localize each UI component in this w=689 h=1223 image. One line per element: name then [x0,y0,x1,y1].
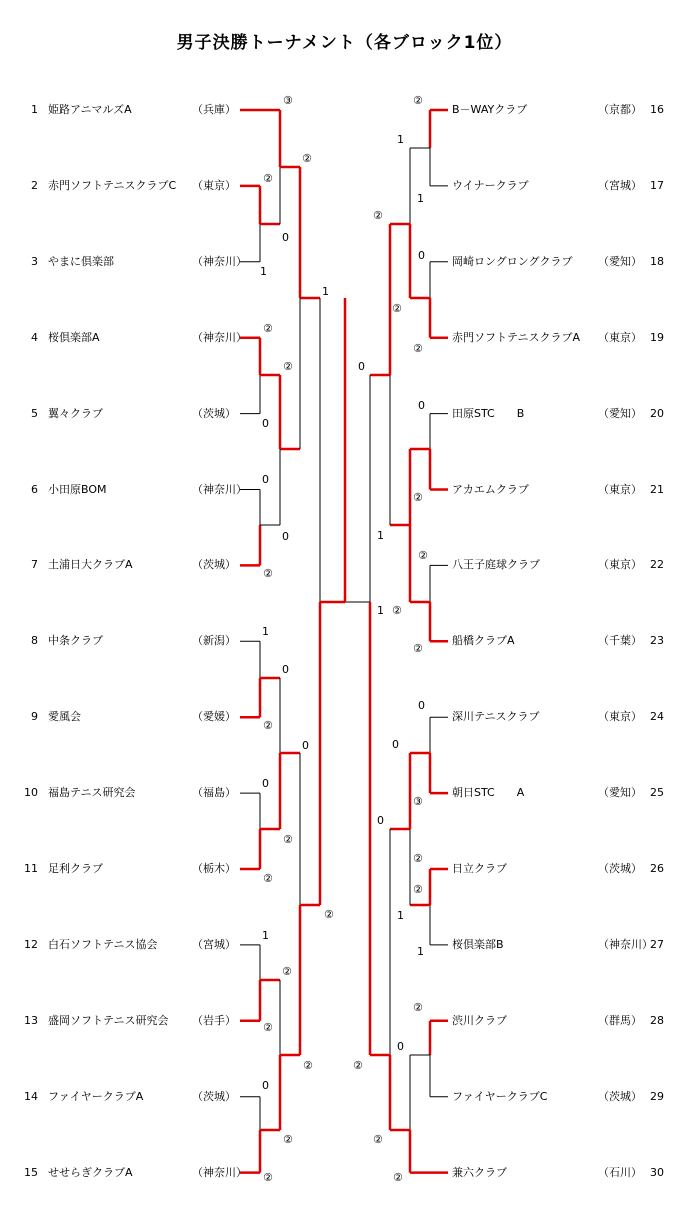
team-number: 19 [650,330,664,344]
score: 1 [417,192,424,205]
score: 0 [282,231,289,244]
score: 1 [262,625,269,638]
team-prefecture: （兵庫） [192,103,236,116]
team-number: 7 [31,558,38,572]
team-number: 4 [31,330,38,344]
team-number: 12 [24,937,38,951]
team-number: 22 [650,558,664,572]
score: ② [392,302,402,315]
team-number: 10 [24,786,38,800]
team-name: 赤門ソフトテニスクラブC [48,178,177,192]
team-prefecture: （東京） [598,710,642,724]
score: ② [302,152,312,165]
score: ② [392,604,402,617]
score: ③ [283,94,293,107]
team-number: 26 [650,862,664,875]
team-name: B－WAYクラブ [452,103,528,116]
score: 0 [397,1040,404,1053]
team-prefecture: （愛媛） [192,710,236,724]
score: ② [263,1171,273,1184]
team-name: 白石ソフトテニス協会 [48,937,158,951]
team-number: 11 [24,862,38,875]
score: ② [413,642,423,655]
score: 1 [377,604,384,617]
score: 0 [418,699,425,712]
team-name: 朝日STC A [452,786,525,800]
team-prefecture: （新潟） [192,634,236,648]
score: ② [283,833,293,846]
team-prefecture: （東京） [598,558,642,572]
team-name: 福島テニス研究会 [48,786,136,800]
score: ② [283,360,293,373]
team-prefecture: （愛知） [598,406,642,420]
score: ② [263,567,273,580]
score: ② [263,322,273,335]
team-name: 船橋クラブA [452,634,515,648]
score: ② [282,965,292,978]
team-prefecture: （福島） [192,786,236,800]
team-prefecture: （茨城） [598,862,642,875]
team-name: 小田原BOM [48,482,107,496]
score: ② [373,209,383,222]
team-prefecture: （東京） [598,330,642,344]
team-prefecture: （茨城） [192,406,236,420]
team-name: 桜倶楽部A [48,330,100,344]
score: ② [263,872,273,885]
team-prefecture: （千葉） [598,634,642,648]
team-number: 5 [31,406,38,420]
team-prefecture: （愛知） [598,786,642,800]
score: 0 [377,814,384,827]
team-number: 29 [650,1089,664,1103]
team-name: 姫路アニマルズA [48,103,132,116]
team-number: 3 [31,254,38,268]
score: ② [413,883,423,896]
team-number: 15 [24,1165,38,1179]
score: 0 [262,417,269,430]
score: ② [418,549,428,562]
team-prefecture: （東京） [192,178,236,192]
team-number: 2 [31,178,38,192]
score: ② [324,908,334,921]
team-name: ファイヤークラブC [452,1089,548,1103]
team-number: 20 [650,406,664,420]
score: 1 [397,909,404,922]
team-number: 16 [650,103,664,116]
team-prefecture: （神奈川） [192,254,247,268]
score: 1 [417,945,424,958]
team-name: 渋川クラブ [452,1013,507,1027]
team-prefecture: （東京） [598,482,642,496]
team-name: 田原STC B [452,406,525,420]
score: 0 [262,777,269,790]
score: 1 [397,133,404,146]
team-name: 盛岡ソフトテニス研究会 [48,1013,169,1027]
team-name: 愛風会 [48,710,81,724]
team-prefecture: （栃木） [192,862,236,875]
page-title: 男子決勝トーナメント（各ブロック1位） [176,33,513,53]
score: 1 [260,265,267,278]
score: ② [413,94,423,107]
team-prefecture: （茨城） [192,1089,236,1103]
team-number: 17 [650,178,664,192]
team-number: 14 [24,1089,38,1103]
score: 0 [282,530,289,543]
team-prefecture: （岩手） [192,1013,236,1027]
score: ② [353,1059,363,1072]
team-number: 18 [650,254,664,268]
score: ② [263,1021,273,1034]
score: ② [263,719,273,732]
team-prefecture: （神奈川） [192,482,247,496]
team-name: 八王子庭球クラブ [452,558,540,572]
team-name: 日立クラブ [452,862,507,875]
team-number: 27 [650,937,664,951]
score: 0 [302,739,309,752]
score: 0 [418,399,425,412]
team-name: ウイナークラブ [452,178,529,192]
team-number: 30 [650,1165,664,1179]
team-name: 中条クラブ [48,634,103,648]
team-name: 翼々クラブ [48,406,103,420]
team-number: 21 [650,482,664,496]
score: 0 [262,1079,269,1092]
score: ② [263,172,273,185]
team-number: 13 [24,1013,38,1027]
team-number: 24 [650,710,664,724]
score: 0 [358,360,365,373]
team-name: せせらぎクラブA [48,1165,133,1179]
team-name: 桜倶楽部B [452,937,504,951]
team-prefecture: （茨城） [192,558,236,572]
team-number: 1 [31,103,38,116]
team-name: ファイヤークラブA [48,1089,144,1103]
team-prefecture: （愛知） [598,254,642,268]
team-prefecture: （石川） [598,1165,642,1179]
score: 1 [377,529,384,542]
score: 0 [262,473,269,486]
team-name: アカエムクラブ [452,482,529,496]
team-number: 23 [650,634,664,648]
team-name: 赤門ソフトテニスクラブA [452,330,581,344]
team-prefecture: （神奈川） [192,330,247,344]
team-prefecture: （京都） [598,103,642,116]
score: 0 [418,249,425,262]
score: ② [413,1001,423,1014]
team-name: 岡崎ロングロングクラブ [452,254,573,268]
team-prefecture: （茨城） [598,1089,642,1103]
score: ② [413,852,423,865]
team-number: 6 [31,482,38,496]
score: ② [373,1133,383,1146]
score: 1 [262,929,269,942]
score: ② [413,491,423,504]
team-prefecture: （宮城） [598,178,642,192]
score: 1 [322,285,329,298]
team-name: 足利クラブ [48,862,103,875]
team-prefecture: （神奈川） [192,1165,247,1179]
team-prefecture: （宮城） [192,937,236,951]
team-number: 9 [31,710,38,724]
team-name: やまに倶楽部 [48,254,114,268]
team-prefecture: （神奈川） [598,937,653,951]
team-name: 深川テニスクラブ [452,710,540,724]
team-number: 25 [650,786,664,800]
score: 0 [282,663,289,676]
score: ② [413,342,423,355]
score: ② [303,1059,313,1072]
score: ③ [413,795,423,808]
team-name: 土浦日大クラブA [48,558,133,572]
score: ② [283,1133,293,1146]
score: 0 [392,738,399,751]
score: ② [393,1171,403,1184]
team-number: 28 [650,1013,664,1027]
team-prefecture: （群馬） [598,1013,642,1027]
team-number: 8 [31,634,38,648]
team-name: 兼六クラブ [452,1165,507,1179]
